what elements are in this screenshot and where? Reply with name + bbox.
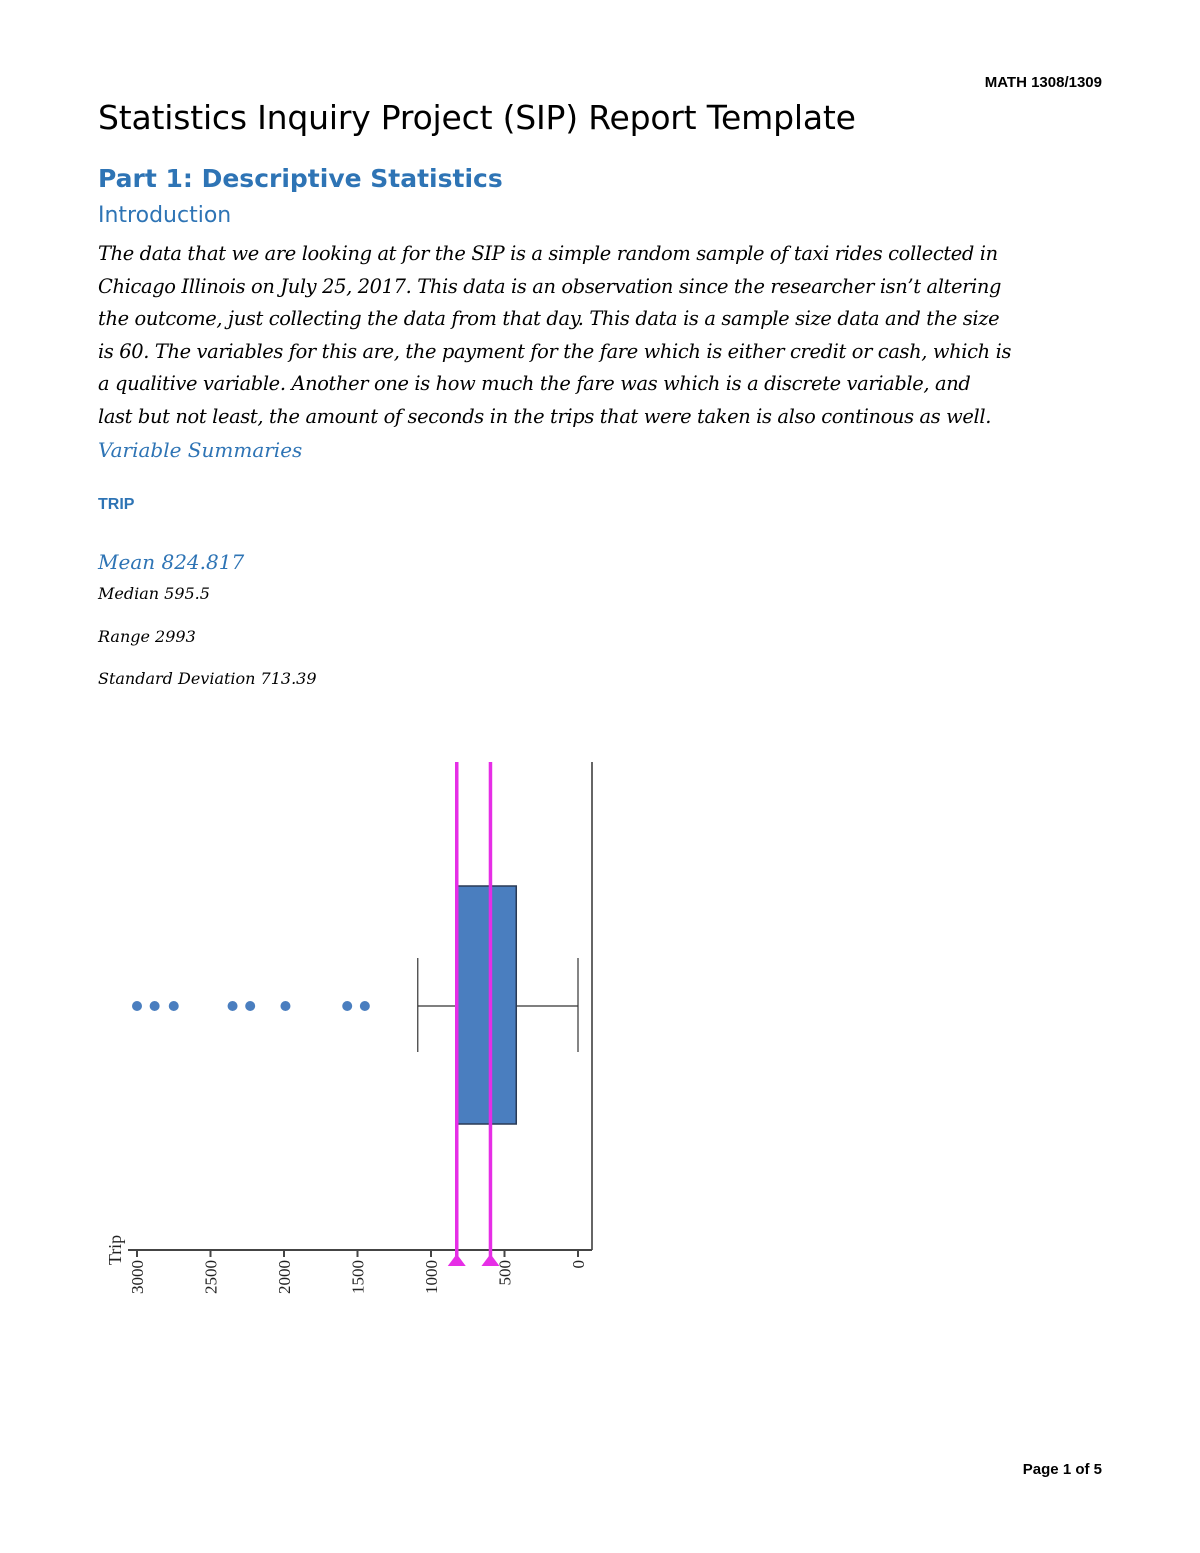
outlier-point [228, 1001, 238, 1011]
stat-standard-deviation: Standard Deviation 713.39 [98, 669, 317, 688]
intro-line: Chicago Illinois on July 25, 2017. This data is an observation since the researcher isn’t altering [98, 274, 1002, 298]
course-code: MATH 1308/1309 [984, 74, 1102, 91]
outlier-point [342, 1001, 352, 1011]
box-iqr [456, 886, 516, 1124]
outlier-point [150, 1001, 160, 1011]
reference-marker-mean [448, 1254, 466, 1266]
page-number: Page 1 of 5 [1022, 1461, 1102, 1478]
intro-line: The data that we are looking at for the SIP is a simple random sample of taxi rides collected in [98, 242, 998, 265]
outlier-point [169, 1001, 179, 1011]
x-axis-tick-label: 500 [495, 1260, 515, 1286]
x-axis-tick-label: 2500 [201, 1260, 221, 1294]
x-axis-tick-label: 0 [569, 1260, 588, 1269]
reference-marker-median [481, 1254, 499, 1266]
variable-label: TRIP [98, 496, 135, 513]
outlier-point [245, 1001, 255, 1011]
document-title: Statistics Inquiry Project (SIP) Report Template [98, 98, 856, 137]
stat-mean: Mean 824.817 [98, 550, 245, 574]
part-heading: Part 1: Descriptive Statistics [98, 164, 503, 193]
outlier-point [132, 1001, 142, 1011]
intro-line: the outcome, just collecting the data from that day. This data is a sample size data and the size [98, 307, 1000, 330]
x-axis-title: Trip [105, 1234, 125, 1266]
section-heading-introduction: Introduction [98, 203, 232, 228]
stat-range: Range 2993 [98, 627, 196, 646]
stat-median: Median 595.5 [98, 584, 210, 603]
x-axis-tick-label: 1500 [348, 1260, 368, 1294]
x-axis-tick-label: 3000 [128, 1260, 147, 1294]
intro-line: is 60. The variables for this are, the payment for the fare which is either credit or cash, which is [98, 339, 1012, 363]
intro-line: a qualitive variable. Another one is how much the fare was which is a discrete variable, and [98, 372, 971, 395]
x-axis-tick-label: 2000 [275, 1260, 294, 1294]
outlier-point [280, 1001, 290, 1011]
outlier-point [360, 1001, 370, 1011]
variable-summaries-heading: Variable Summaries [98, 438, 303, 462]
x-axis-tick-label: 1000 [422, 1260, 441, 1294]
intro-line: last but not least, the amount of seconds in the trips that were taken is also continous as well. [98, 404, 992, 428]
